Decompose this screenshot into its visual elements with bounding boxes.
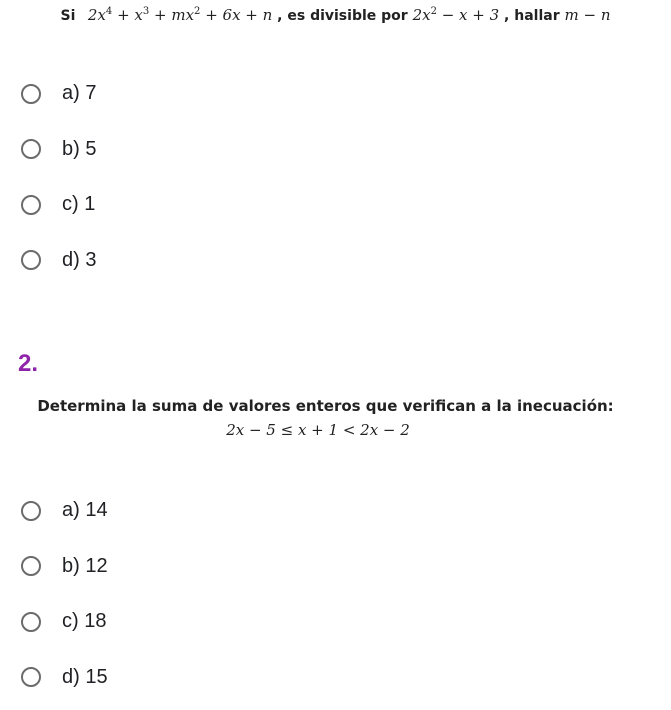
option-label: b) 5 — [62, 137, 97, 160]
divisor-expression: $2x^2 - x + 3$ — [412, 6, 500, 24]
question-2-options — [21, 483, 108, 705]
q2-option-a[interactable] — [21, 483, 108, 539]
radio-button-icon[interactable] — [21, 612, 41, 632]
prompt-text-hallar: , hallar — [499, 8, 565, 24]
question-1-options — [21, 66, 96, 288]
q1-option-a[interactable] — [21, 66, 96, 122]
q2-option-d[interactable] — [21, 650, 108, 706]
option-label: d) 15 — [62, 665, 108, 688]
inequality-expression: 2x − 5 ≤ x + 1 < 2x − 2 — [226, 421, 410, 439]
q1-option-c[interactable] — [21, 177, 96, 233]
question-2-number: 2. — [18, 350, 39, 377]
radio-button-icon[interactable] — [21, 501, 41, 521]
question-1-prompt — [0, 6, 671, 24]
prompt-text-divisible: , es divisible por — [272, 8, 413, 24]
q2-option-b[interactable] — [21, 539, 108, 595]
option-label: a) 14 — [62, 499, 108, 522]
option-label: c) 1 — [62, 193, 96, 216]
q1-option-d[interactable] — [21, 233, 96, 289]
option-label: a) 7 — [62, 82, 97, 105]
radio-button-icon[interactable] — [21, 139, 41, 159]
option-label: d) 3 — [62, 248, 97, 271]
option-label: b) 12 — [62, 554, 108, 577]
radio-button-icon[interactable] — [21, 84, 41, 104]
radio-button-icon[interactable] — [21, 556, 41, 576]
polynomial-expression: $2x^4 + x^3 + mx^2 + 6x + n$ — [87, 6, 273, 24]
prompt-text-si: Si — [60, 8, 76, 24]
question-2-prompt: Determina la suma de valores enteros que verifican a la inecuación: — [37, 397, 614, 415]
q1-option-b[interactable] — [21, 122, 96, 178]
option-label: c) 18 — [62, 610, 107, 633]
radio-button-icon[interactable] — [21, 250, 41, 270]
radio-button-icon[interactable] — [21, 667, 41, 687]
radio-button-icon[interactable] — [21, 195, 41, 215]
q2-option-c[interactable] — [21, 594, 108, 650]
target-expression: m − n — [564, 6, 611, 24]
